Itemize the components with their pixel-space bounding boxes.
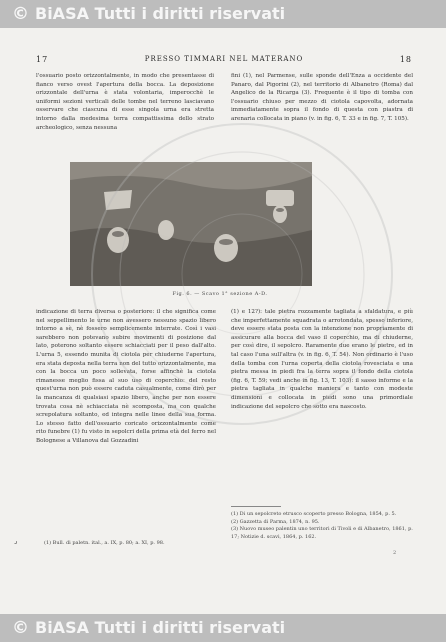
text-column-bottom-right [231, 308, 413, 411]
running-header [36, 55, 412, 67]
paragraph: fini (1), nel Parmense, sulle sponde dell'Enza a occidente del Panaro, dal Pigorini (2), nel territorio di Albanetro (Roma) dal Angelico de la Ricarga (3). Frequente è il tipo di tomba con l'ossuario chiuso per mezzo di ciotola capovolta, adornata immediatamente sopra il fondo di questa con piastra di arenaria collocata in piano (v. in fig. 6, T. 33 e in fig. 7, T. 105). [231, 73, 413, 122]
right-page-number: 18 [399, 55, 412, 64]
margin-mark: ⌟ [14, 537, 18, 545]
text-column-top-left [36, 72, 214, 132]
copyright-banner-bottom [0, 614, 446, 642]
excavation-photo [70, 162, 312, 286]
copyright-icon: © [12, 4, 29, 24]
corner-page-number: 2 [393, 550, 397, 556]
copyright-icon: © [12, 618, 29, 638]
copyright-banner-top [0, 0, 446, 28]
footnote-right: (1) Di un sepolcreto etrusco scoperto presso Bologna, 1854, p. 5. (2) Gazzetta di Parma, 1874, n. 95. (3) Nuovo museo palentin uno territori di Tivoli e di Albanetro, 1861, p. 17; Notizie d. scavi, 1864, p. 162. [231, 511, 413, 540]
left-page-number: 17 [36, 55, 49, 64]
text-column-bottom-left [36, 308, 216, 446]
copyright-banner-text: BiASA Tutti i diritti riservati [35, 618, 286, 637]
footnote-rule [231, 506, 281, 507]
footnote-left: (1) Bull. di paletn. ital., a. IX, p. 80; a. XI, p. 98. [44, 540, 165, 546]
paragraph: l'ossuario posto orizzontalmente, in modo che presentasse di fianco verso ovest l'apertura della bocca. La deposizione orizzontale dell'urna è stata volontaria, imperocchè le uniformi sezioni verticali delle tombe nel terreno lasciavano osservare che ciascuna di esse singola urna era stretta intorno dalla medesima terra compattissima dello strato archeologico, senza nessuna [36, 73, 214, 131]
paragraph: indicazione di terra diversa o posteriore: il che significa come nel seppellimento le urne non avessero nessuno spazio libero intorno a sè, nè fossero semplicemente interrate. Così i vasi sarebbero non potevano subire movimenti di posizione dal lato, poterono soltanto essere schiacciati per il peso dall'alto. L'urna 5, essendo munita di ciotola per chiuderne l'apertura, era stata deposta nella terra non del tutto orizzontalmente, ma con la bocca un poco sollevata, forse affinchè la ciotola rimanesse meglio fissa al suo uso di coperchio: del resto quest'urna non può essere caduta casualmente, come dirò per la mancanza di qualsiasi spazio libero, anche per non essere trovata cosa nè schiacciata nè scomposta, ma con qualche screpolatura soltanto, ed integra nelle linee della sua forma. Lo stesso fatto dell'ossuario coricato orizzontalmente come rito funebre (1) fu visto in sepolcri della prima età del ferro nel Bolognese a Villanova dal Gozzadini [36, 309, 216, 444]
copyright-banner-text: BiASA Tutti i diritti riservati [35, 4, 286, 23]
excavation-photo-graphic [70, 162, 312, 286]
text-column-top-right [231, 72, 413, 124]
figure-caption: Fig. 6. — Scavo 1° sezione A-D. [172, 291, 268, 297]
running-title: PRESSO TIMMARI NEL MATERANO [144, 55, 304, 63]
paragraph: (1) e 12?): tale pietra rozzamente tagliata a sfaldatura, e più che imperfettamente squadrata o arrotondata, spesso inferiore, deve essere stata posta con la intenzione non propriamente di assicurare alla bocca del vaso il coperchio, ma di chiuderne, per così dire, il sepolcro. Raramente due erano le pietre, ed in tal caso l'una sull'altra (v. in fig. 6, T. 54). Non ordinario è l'uso della tomba con l'urna coperta della ciotola rovesciata e una pietra messa in piedi fra la terra sopra il fondo della ciotola (fig. 6, T. 59; vedi anche in fig. 13, T. 103): il sasso informe e la pietra tagliata in qualche maniera e tanto con modeste dimensioni e collocata in piedi sono una primordiale indicazione del sepolcro che sotto era nascosto. [231, 309, 413, 410]
